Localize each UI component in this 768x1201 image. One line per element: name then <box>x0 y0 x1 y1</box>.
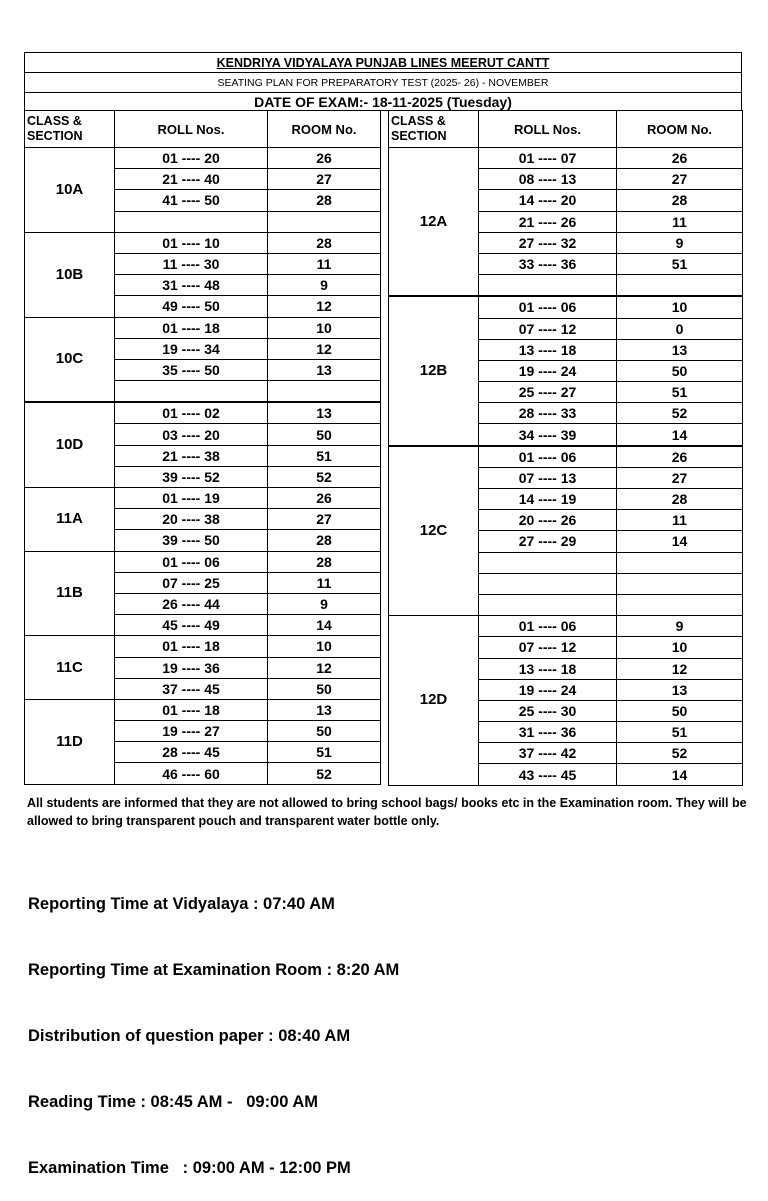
roll-range-cell: 25 ---- 27 <box>479 382 617 403</box>
roll-range-cell <box>115 381 268 403</box>
roll-range-cell: 37 ---- 45 <box>115 678 268 699</box>
roll-range-cell: 25 ---- 30 <box>479 700 617 721</box>
room-number-cell: 51 <box>268 445 381 466</box>
room-number-cell: 28 <box>268 190 381 211</box>
roll-range-cell: 08 ---- 13 <box>479 169 617 190</box>
roll-range-cell: 19 ---- 27 <box>115 721 268 742</box>
roll-range-cell: 27 ---- 29 <box>479 531 617 552</box>
timing-line: Reporting Time at Examination Room : 8:20 AM <box>28 961 400 979</box>
room-number-cell: 12 <box>268 296 381 317</box>
roll-range-cell: 01 ---- 10 <box>115 232 268 253</box>
room-number-cell: 50 <box>268 424 381 445</box>
room-number-cell: 52 <box>617 403 743 424</box>
room-number-cell: 12 <box>617 658 743 679</box>
roll-range-cell: 46 ---- 60 <box>115 763 268 784</box>
roll-range-cell: 07 ---- 13 <box>479 467 617 488</box>
section-cell: 11C <box>25 636 115 700</box>
room-number-cell: 28 <box>268 530 381 551</box>
roll-range-cell: 01 ---- 06 <box>479 446 617 468</box>
seating-table-left <box>24 110 381 785</box>
table-row <box>25 317 381 338</box>
roll-range-cell: 03 ---- 20 <box>115 424 268 445</box>
room-number-cell: 28 <box>268 232 381 253</box>
room-number-cell: 52 <box>617 743 743 764</box>
roll-range-cell: 27 ---- 32 <box>479 232 617 253</box>
room-number-cell: 50 <box>617 360 743 381</box>
roll-range-cell: 14 ---- 20 <box>479 190 617 211</box>
class-section-header: CLASS & SECTION <box>25 111 115 148</box>
section-cell: 11B <box>25 551 115 636</box>
room-number-cell: 13 <box>268 359 381 380</box>
section-cell: 12D <box>389 616 479 786</box>
room-header: ROOM No. <box>268 111 381 148</box>
roll-range-cell: 26 ---- 44 <box>115 593 268 614</box>
room-number-cell: 13 <box>268 699 381 720</box>
roll-range-cell: 20 ---- 38 <box>115 509 268 530</box>
room-number-cell: 11 <box>268 572 381 593</box>
timing-line: Distribution of question paper : 08:40 AM <box>28 1027 351 1045</box>
room-number-cell: 9 <box>268 593 381 614</box>
room-number-cell: 26 <box>617 446 743 468</box>
timing-line: Examination Time : 09:00 AM - 12:00 PM <box>28 1159 351 1177</box>
roll-range-cell: 01 ---- 18 <box>115 317 268 338</box>
timings-block <box>28 849 399 1201</box>
section-cell: 12B <box>389 296 479 445</box>
roll-range-cell: 45 ---- 49 <box>115 615 268 636</box>
roll-range-cell: 39 ---- 52 <box>115 466 268 487</box>
roll-range-cell: 01 ---- 18 <box>115 699 268 720</box>
room-number-cell: 9 <box>617 232 743 253</box>
section-cell: 12A <box>389 148 479 297</box>
room-number-cell: 11 <box>617 211 743 232</box>
table-row <box>389 616 743 637</box>
school-name: KENDRIYA VIDYALAYA PUNJAB LINES MEERUT CANTT <box>24 52 742 73</box>
roll-range-cell: 07 ---- 12 <box>479 637 617 658</box>
room-number-cell: 51 <box>617 382 743 403</box>
roll-range-cell: 01 ---- 07 <box>479 148 617 169</box>
table-row <box>25 232 381 253</box>
room-number-cell: 26 <box>268 488 381 509</box>
room-number-cell: 13 <box>617 339 743 360</box>
roll-range-cell: 28 ---- 33 <box>479 403 617 424</box>
roll-range-cell <box>479 552 617 573</box>
table-row <box>25 148 381 169</box>
room-number-cell: 14 <box>617 424 743 446</box>
roll-range-cell: 21 ---- 40 <box>115 169 268 190</box>
roll-range-cell: 34 ---- 39 <box>479 424 617 446</box>
roll-range-cell: 43 ---- 45 <box>479 764 617 785</box>
roll-range-cell: 28 ---- 45 <box>115 742 268 763</box>
room-number-cell: 12 <box>268 657 381 678</box>
room-number-cell: 28 <box>268 551 381 572</box>
room-number-cell: 12 <box>268 338 381 359</box>
room-number-cell <box>617 552 743 573</box>
roll-range-cell: 49 ---- 50 <box>115 296 268 317</box>
room-number-cell: 27 <box>268 509 381 530</box>
class-section-header: CLASS & SECTION <box>389 111 479 148</box>
room-number-cell: 27 <box>617 169 743 190</box>
room-number-cell: 52 <box>268 763 381 784</box>
plan-title: SEATING PLAN FOR PREPARATORY TEST (2025- 26) - NOVEMBER <box>24 72 742 93</box>
room-number-cell: 13 <box>617 679 743 700</box>
roll-range-cell: 21 ---- 26 <box>479 211 617 232</box>
room-number-cell: 51 <box>268 742 381 763</box>
table-row <box>25 699 381 720</box>
room-number-cell: 28 <box>617 190 743 211</box>
roll-range-cell: 31 ---- 48 <box>115 275 268 296</box>
roll-range-cell <box>479 275 617 297</box>
roll-range-cell: 19 ---- 34 <box>115 338 268 359</box>
table-row <box>25 488 381 509</box>
section-cell: 10B <box>25 232 115 317</box>
room-number-cell <box>617 573 743 594</box>
room-number-cell: 11 <box>617 510 743 531</box>
roll-range-cell: 11 ---- 30 <box>115 253 268 274</box>
roll-range-cell <box>479 594 617 615</box>
roll-range-cell: 37 ---- 42 <box>479 743 617 764</box>
room-number-cell: 14 <box>617 764 743 785</box>
timing-line: Reading Time : 08:45 AM - 09:00 AM <box>28 1093 319 1111</box>
roll-range-cell: 01 ---- 06 <box>479 296 617 318</box>
room-number-cell: 0 <box>617 318 743 339</box>
roll-range-cell: 07 ---- 25 <box>115 572 268 593</box>
column-divider <box>380 110 381 784</box>
room-number-cell: 10 <box>268 317 381 338</box>
room-number-cell: 51 <box>617 253 743 274</box>
room-number-cell: 51 <box>617 722 743 743</box>
roll-range-cell: 33 ---- 36 <box>479 253 617 274</box>
section-cell: 11D <box>25 699 115 784</box>
room-number-cell: 9 <box>617 616 743 637</box>
instructions-note: All students are informed that they are not allowed to bring school bags/ books etc in the Examination room. They will be allowed to bring transparent pouch and transparent water bottle only. <box>27 796 747 828</box>
seating-plan-sheet <box>24 52 742 784</box>
roll-header: ROLL Nos. <box>479 111 617 148</box>
section-cell: 10C <box>25 317 115 402</box>
roll-range-cell: 39 ---- 50 <box>115 530 268 551</box>
roll-range-cell: 01 ---- 06 <box>115 551 268 572</box>
room-number-cell: 14 <box>268 615 381 636</box>
room-number-cell: 10 <box>617 296 743 318</box>
roll-range-cell: 31 ---- 36 <box>479 722 617 743</box>
room-number-cell: 9 <box>268 275 381 296</box>
roll-range-cell: 21 ---- 38 <box>115 445 268 466</box>
roll-range-cell: 19 ---- 36 <box>115 657 268 678</box>
section-cell: 10A <box>25 148 115 233</box>
roll-range-cell: 35 ---- 50 <box>115 359 268 380</box>
table-row <box>25 402 381 424</box>
roll-range-cell <box>479 573 617 594</box>
roll-range-cell: 13 ---- 18 <box>479 658 617 679</box>
section-cell: 11A <box>25 488 115 552</box>
roll-range-cell: 19 ---- 24 <box>479 360 617 381</box>
roll-range-cell: 07 ---- 12 <box>479 318 617 339</box>
room-number-cell: 26 <box>617 148 743 169</box>
roll-header: ROLL Nos. <box>115 111 268 148</box>
roll-range-cell: 01 ---- 19 <box>115 488 268 509</box>
room-number-cell <box>268 381 381 403</box>
section-cell: 12C <box>389 446 479 616</box>
room-number-cell: 11 <box>268 253 381 274</box>
roll-range-cell <box>115 211 268 232</box>
room-number-cell <box>617 275 743 297</box>
room-number-cell: 10 <box>617 637 743 658</box>
room-header: ROOM No. <box>617 111 743 148</box>
room-number-cell: 10 <box>268 636 381 657</box>
roll-range-cell: 01 ---- 02 <box>115 402 268 424</box>
room-number-cell: 14 <box>617 531 743 552</box>
roll-range-cell: 41 ---- 50 <box>115 190 268 211</box>
room-number-cell: 13 <box>268 402 381 424</box>
room-number-cell: 28 <box>617 489 743 510</box>
roll-range-cell: 01 ---- 20 <box>115 148 268 169</box>
exam-date: DATE OF EXAM:- 18-11-2025 (Tuesday) <box>24 92 742 111</box>
roll-range-cell: 14 ---- 19 <box>479 489 617 510</box>
roll-range-cell: 01 ---- 18 <box>115 636 268 657</box>
room-number-cell: 27 <box>617 467 743 488</box>
room-number-cell: 27 <box>268 169 381 190</box>
room-number-cell <box>617 594 743 615</box>
table-row <box>389 296 743 318</box>
room-number-cell: 50 <box>617 700 743 721</box>
room-number-cell: 50 <box>268 721 381 742</box>
timing-line: Reporting Time at Vidyalaya : 07:40 AM <box>28 895 335 913</box>
table-row <box>25 636 381 657</box>
room-number-cell <box>268 211 381 232</box>
roll-range-cell: 19 ---- 24 <box>479 679 617 700</box>
room-number-cell: 26 <box>268 148 381 169</box>
roll-range-cell: 20 ---- 26 <box>479 510 617 531</box>
roll-range-cell: 01 ---- 06 <box>479 616 617 637</box>
room-number-cell: 52 <box>268 466 381 487</box>
table-row <box>389 446 743 468</box>
table-row <box>389 148 743 169</box>
section-cell: 10D <box>25 402 115 487</box>
seating-table-right <box>388 110 743 786</box>
table-row <box>25 551 381 572</box>
roll-range-cell: 13 ---- 18 <box>479 339 617 360</box>
room-number-cell: 50 <box>268 678 381 699</box>
